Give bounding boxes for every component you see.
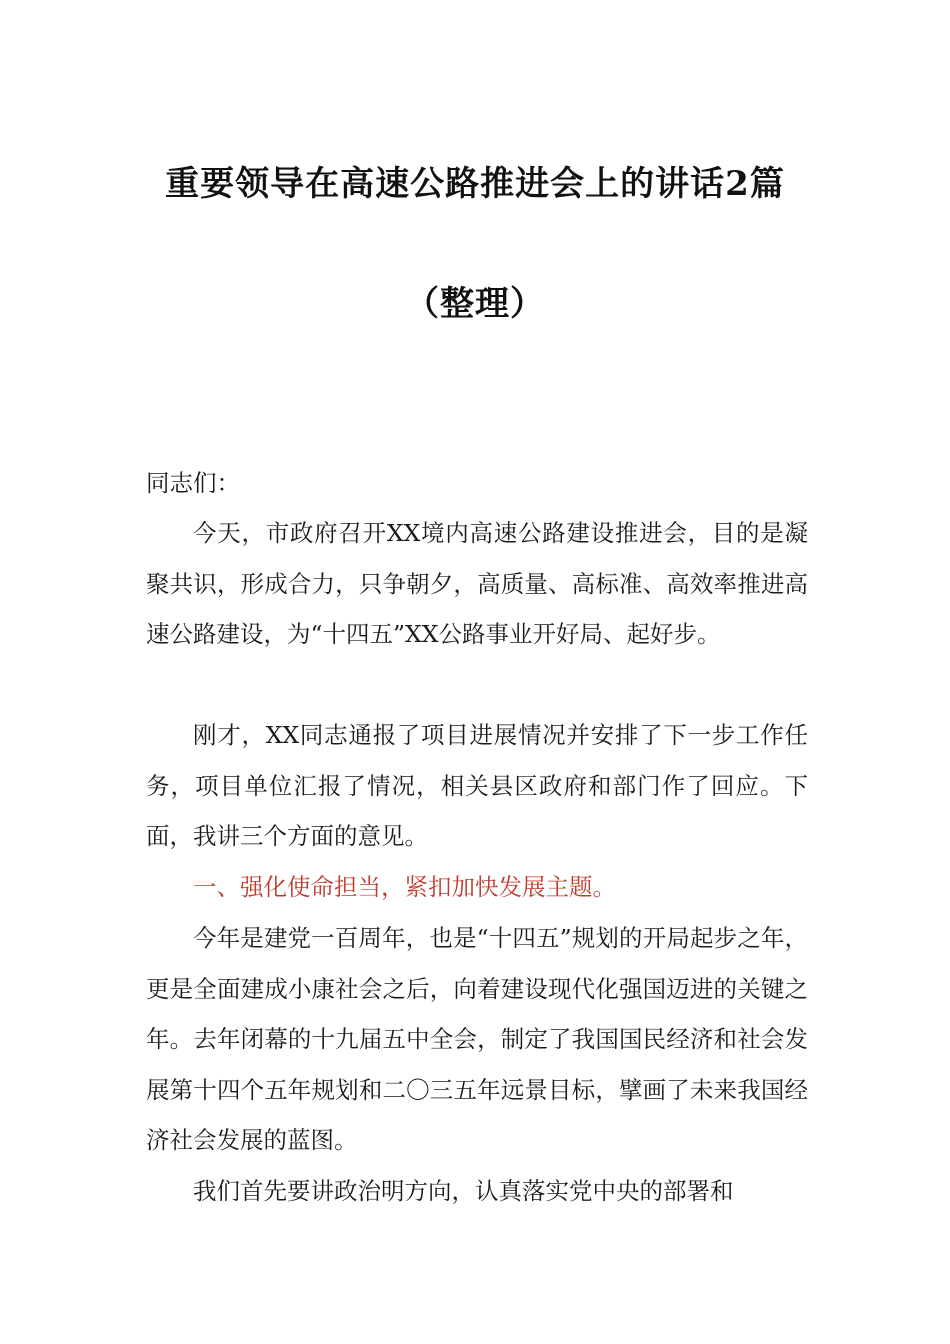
document-subtitle: （整理） [405,284,545,324]
salutation: 同志们： [146,469,240,497]
section-heading: 一、强化使命担当，紧扣加快发展主题。 [193,873,616,901]
paragraph-briefing: 刚才，XX同志通报了项目进展情况并安排了下一步工作任务，项目单位汇报了情况，相关县区政府和部门作了回应。下面，我讲三个方面的意见。 [146,721,808,850]
document-title: 重要领导在高速公路推进会上的讲话2篇 [165,164,785,204]
paragraph-politics: 我们首先要讲政治明方向，认真落实党中央的部署和 [193,1177,734,1205]
paragraph-context: 今年是建党一百周年，也是“十四五”规划的开局起步之年，更是全面建成小康社会之后，向着建设现代化强国迈进的关键之年。去年闭幕的十九届五中全会，制定了我国国民经济和社会发展第十四个五年规划和二〇三五年远景目标，擘画了未来我国经济社会发展的蓝图。 [146,924,808,1154]
paragraph-intro: 今天，市政府召开XX境内高速公路建设推进会，目的是凝聚共识，形成合力，只争朝夕，高质量、高标准、高效率推进高速公路建设，为“十四五”XX公路事业开好局、起好步。 [146,519,808,648]
